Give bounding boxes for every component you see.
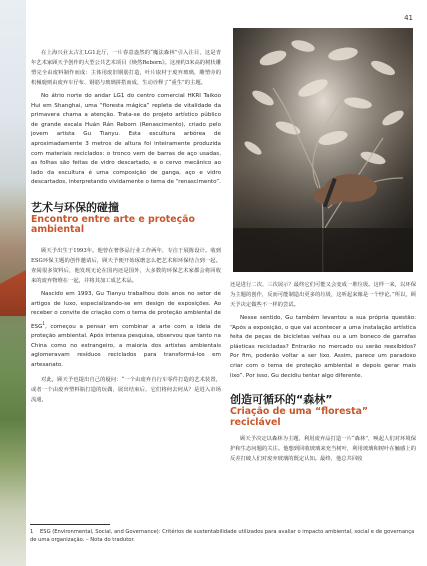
left-column	[31, 48, 221, 405]
section1-paragraph1-chinese: 顾天予出生于1993年。他曾在奢侈品行业工作两年，专注于展陈设计。收到ESG环保主题的创作邀请后，顾天予便开始琢磨怎么把艺术和环保结合到一起。查阅很多资料后，他发现无论在国内还是国外，大多数的环保艺术家都会将回收来的废弃物堆在一起，并将其加工成艺术品。	[31, 247, 221, 284]
continued-paragraph-portuguese: Nesse sentido, Gu também levantou a sua própria questão: “Após a exposição, o que vai acontecer a uma instalação artística feita de peças de bicicletas velhas ou a um boneco de garrafas plásticas recicladas? Entrarão no mercado ou serão reexibidos? Por fim, poderão voltar a ser lixo. Assim, parece um paradoxo criar com o tema de proteção ambiental e depois gerar mais lixo”. Por isso, Gu decidiu tentar algo diferente.	[230, 315, 416, 379]
sculpture-illustration	[233, 28, 413, 272]
intro-text-portuguese: No átrio norte do andar LG1 do centro comercial HKRI Taikoo Hui em Shanghai, uma “floresta mágica” repleta de vitalidade da primavera chama a atenção. Trata-se do projeto artístico público de grande escala Huán Rán Reborn (Renascimento), criado pelo jovem artista Gu Tianyu. Esta escultura arbórea de aproximadamente 3 metros de altura foi inteiramente produzida com materiais reciclados: o tronco vem de barras de aço usadas, as folhas são feitas de vidro descartado, e o cervo mecânico ao lado da escultura é uma composição de ganga, aço e vidro descartados, interpretando vividamente o tema de “renascimento”.	[31, 93, 221, 186]
section2-paragraph1-chinese: 顾天予决定以森林为主题，利用废弃品打造一片“森林”，唤起人们对环境保护和生态问题的关注。他想到回收玻璃来充当树叶，利用玻璃和树叶在触感上的反差打破人们对废弃玻璃的既定认知。最终，他总共回收	[230, 436, 416, 463]
section1-paragraph2-chinese: 对此，顾天予也提出自己的疑问：“一个由废弃自行车零件打造的艺术装置，或者一个由废弃塑料瓶打造的玩偶，展出结束后，它们将何去何从？是进入市场流通，	[31, 376, 221, 403]
artwork-photo	[233, 28, 413, 272]
footnote-number: 1	[30, 529, 34, 535]
section1-paragraph1-portuguese	[31, 290, 221, 371]
intro-paragraph-portuguese	[31, 92, 221, 188]
section-heading-art-environment	[31, 201, 221, 236]
page-number: 41	[404, 14, 413, 22]
footnote-reference: 1	[42, 320, 45, 326]
section-title-chinese: 艺术与环保的碰撞	[31, 200, 119, 214]
section1-text-part-a: Nascido em 1993, Gu Tianyu trabalhou dois anos no setor de artigos de luxo, especializando-se em design de exposições. Ao receber o convite de criação com o tema de proteção ambiental de ESG	[31, 290, 221, 330]
continued-paragraph-chinese: 还是进行二次、三次展示？最终它们可能又会变成一堆垃圾。这样一来，以环保为主题的创作，反而可能制造出更多的垃圾，这听起来像是一个悖论。”所以，顾天予决定做些不一样的尝试。	[230, 282, 416, 308]
right-column	[230, 280, 416, 464]
left-edge-photo-strip	[0, 0, 26, 566]
roof-decoration	[0, 270, 26, 316]
footnote	[30, 528, 418, 544]
footnote-divider	[30, 524, 110, 525]
section-title-portuguese: Encontro entre arte e proteção ambiental	[31, 213, 195, 236]
section1-text-part-b: , começou a pensar em combinar a arte com a ideia de proteção ambiental. Após intensa pesquisa, observou que tanto na China como no estrangeiro, a maioria dos artistas ambientais aglomeravam resíduos reciclados para transformá-los em artesanato.	[31, 323, 221, 368]
intro-paragraph-chinese: 在上海兴业太古汇LG1北厅，一片春意盎然的“魔法森林”引入注目，这是青年艺术家顾天予创作的大型公共艺术项目《焕然Reborn》。这座约3米高的树状雕塑完全由废料制作而成：主体用废旧钢筋打造，叶片取材于废弃玻璃，雕塑旁的机械鹿则由废弃车仔布、钢筋与玻璃拼搭而成，生动诠释了“重生”的主题。	[31, 50, 221, 86]
section-heading-recyclable-forest	[230, 393, 416, 428]
footnote-text: ESG (Environmental, Social, and Governance): Critérios de sustentabilidade utilizados para avaliar o impacto ambiental, social e de governança de uma organização. – Nota do tradutor.	[30, 529, 415, 543]
section2-title-portuguese: Criação de uma “floresta” reciclável	[230, 406, 369, 428]
section2-title-chinese: 创造可循环的“森林”	[230, 393, 333, 407]
